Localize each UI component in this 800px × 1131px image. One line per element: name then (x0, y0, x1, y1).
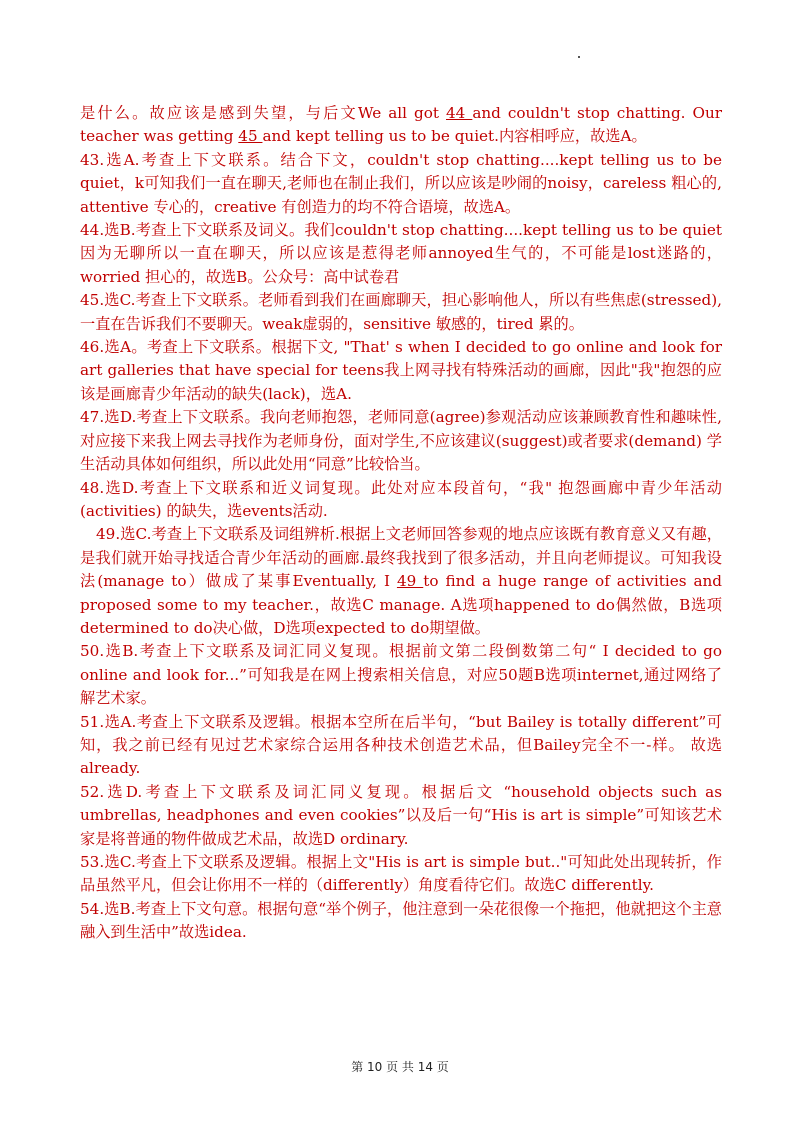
explanation-paragraph (80, 477, 722, 524)
answer-blank: 49 (396, 572, 424, 591)
answer-blank: 44 (446, 104, 473, 122)
text-run: 45.选C.考查上下文联系。老师看到我们在画廊聊天，担心影响他人，所以有些焦虑(stressed), 一直在告诉我们不要聊天。weak虚弱的，sensitive 敏感的，tired 累的。 (80, 291, 722, 333)
text-run: 44.选B.考查上下文联系及词义。我们couldn't stop chatting....kept telling us to be quiet因为无聊所以一直在聊天，所以应该是惹得老师annoyed生气的，不可能是lost迷路的，worried 担心的，故选B。公众号：高中试卷君 (80, 221, 722, 286)
text-run: 54.选B.考查上下文句意。根据句意“举个例子，他注意到一朵花很像一个拖把，他就把这个主意融入到生活中”故选idea. (80, 899, 722, 942)
answer-explanations (80, 102, 722, 945)
text-run: 46.选A。考查上下文联系。根据下文, "That' s when I decided to go online and look for art galleries that have special for teens我上网寻找有特殊活动的画廊，因此"我"抱怨的应该是画廊青少年活动的缺失(lack)，选A. (80, 338, 722, 403)
explanation-paragraph (80, 640, 722, 710)
page-footer: 第 10 页 共 14 页 (351, 1060, 449, 1074)
text-run: to find a huge range of activities and proposed some to my teacher.，故选C manage. A选项happened to do偶然做，B选项determined to do决心做，D选项expected to do期望做。 (80, 572, 723, 637)
explanation-paragraph (80, 523, 722, 640)
text-run: 51.选A.考查上下文联系及逻辑。根据本空所在后半句，“but Bailey is totally different”可知，我之前已经有见过艺术家综合运用各种技术创造艺术品，但Bailey完全不一-样。 故选already. (80, 712, 722, 778)
text-run: 50.选B.考查上下文联系及词汇同义复现。根据前文第二段倒数第二句“ I decided to go online and look for...”可知我是在网上搜索相关信息，对应50题B选项internet,通过网络了解艺术家。 (80, 642, 722, 708)
text-run: and couldn't stop chatting. Our teacher was getting (80, 104, 722, 146)
text-run: 47.选D.考查上下文联系。我向老师抱怨，老师同意(agree)参观活动应该兼顾教育性和趣味性,对应接下来我上网去寻找作为老师身份，面对学生,不应该建议(suggest)或者要求(demand) 学生活动具体如何组织，所以此处用“同意”比较恰当。 (80, 408, 722, 474)
explanation-paragraph (80, 336, 722, 406)
explanation-paragraph (80, 149, 722, 219)
explanation-paragraph (80, 851, 722, 898)
explanation-paragraph (80, 219, 722, 289)
answer-blank: 45 (238, 127, 263, 146)
explanation-paragraph (80, 289, 722, 336)
explanation-paragraph (80, 406, 722, 476)
text-run: 是什么。故应该是感到失望，与后文We all got (80, 104, 446, 122)
header-dot (578, 56, 580, 58)
text-run: 48.选D.考查上下文联系和近义词复现。此处对应本段首句，“我" 抱怨画廊中青少年活动(activities) 的缺失，选events活动. (80, 478, 722, 520)
text-run: 53.选C.考查上下文联系及逻辑。根据上文"His is art is simple but.."可知此处出现转折，作品虽然平凡，但会让你用不一样的（differently）角度看待它们。故选C differently. (80, 853, 722, 895)
explanation-paragraph (80, 711, 722, 781)
text-run: and kept telling us to be quiet.内容相呼应，故选A。 (262, 127, 647, 146)
explanation-paragraph (80, 898, 722, 945)
explanation-paragraph (80, 781, 722, 851)
explanation-paragraph (80, 102, 722, 149)
text-run: 43.选A.考查上下文联系。结合下文，couldn't stop chatting....kept telling us to be quiet，k可知我们一直在聊天,老师也在制止我们，所以应该是吵闹的noisy，careless 粗心的, attentive 专心的，creative 有创造力的均不符合语境，故选A。 (80, 150, 722, 216)
text-run: 49.选C.考查上下文联系及词组辨析.根据上文老师回答参观的地点应该既有教育意义又有趣，是我们就开始寻找适合青少年活动的画廊.最终我找到了很多活动，并且向老师提议。可知我设法(manage to）做成了某事Eventually, I (80, 525, 722, 591)
text-run: 52.选D.考查上下文联系及词汇同义复现。根据后文 “household objects such as umbrellas, headphones and even cookies”以及后一句“His is art is simple”可知该艺术家是将普通的物件做成艺术品，故选D ordinary. (80, 782, 722, 848)
